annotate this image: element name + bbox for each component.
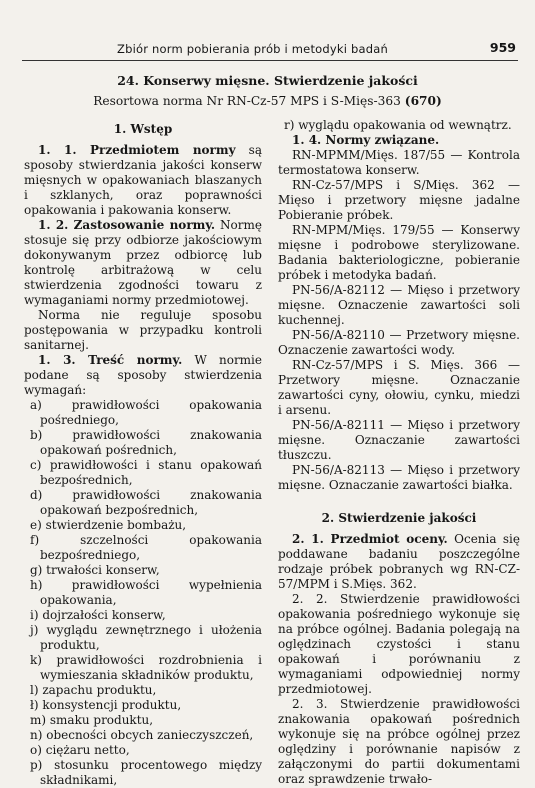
paragraph-1-2-note: Norma nie reguluje sposobu postępowania w przypadku kontroli sanitarnej. xyxy=(24,308,262,352)
paragraph-1-1 xyxy=(24,143,262,218)
list-item: l) zapachu produktu, xyxy=(30,683,157,697)
related-norm: RN-Cz-57/MPS i S/Mięs. 362 — Mięso i przetwory mięsne jadalne Pobieranie próbek. xyxy=(278,178,520,222)
list-item: e) stwierdzenie bombażu, xyxy=(30,518,187,532)
running-header xyxy=(22,40,518,61)
paragraph-2-2: 2. 2. Stwierdzenie prawidłowości opakowania pośredniego wykonuje się na próbce ogólnej. Badania polegają na oględzinach czystości i stanu opakowań i porównaniu z wymaganiami odpowiedniej normy przedmiotowej. xyxy=(278,592,520,696)
list-item: d) prawidłowości znakowania opakowań bezpośrednich, xyxy=(30,488,262,517)
related-norm: RN-Cz-57/MPS i S. Mięs. 366 — Przetwory mięsne. Oznaczanie zawartości cyny, ołowiu, cynku, miedzi i arsenu. xyxy=(278,358,520,417)
list-item: g) trwałości konserw, xyxy=(30,563,160,577)
left-column xyxy=(24,118,262,788)
chapter-title: 24. Konserwy mięsne. Stwierdzenie jakości xyxy=(117,73,418,88)
paragraph-1-1-text: są sposoby stwierdzania jakości konserw mięsnych w opakowaniach blaszanych i szklanych, oraz poprawności opakowania i pakowania konserw. xyxy=(24,143,262,217)
list-item: m) smaku produktu, xyxy=(30,713,154,727)
related-norm: RN-MPMM/Mięs. 187/55 — Kontrola termostatowa konserw. xyxy=(278,148,520,177)
paragraph-2-1-text: Ocenia się poddawane badaniu poszczególne rodzaje próbek pobranych wg RN-CZ-57/MPM i S.Mięs. 362. xyxy=(278,532,521,591)
list-item: a) prawidłowości opakowania pośredniego, xyxy=(30,398,262,427)
list-item: f) szczelności opakowania bezpośredniego, xyxy=(30,533,262,562)
section-1-heading: 1. Wstęp xyxy=(113,122,173,136)
paragraph-2-1 xyxy=(278,532,520,592)
related-norm: RN-MPM/Mięs. 179/55 — Konserwy mięsne i podrobowe sterylizowane. Badania bakteriologiczne, pobieranie próbek i metodyka badań. xyxy=(278,223,520,282)
paragraph-1-3 xyxy=(24,353,262,398)
section-2-heading: 2. Stwierdzenie jakości xyxy=(321,511,477,525)
list-item: o) ciężaru netto, xyxy=(30,743,130,757)
right-column xyxy=(278,118,520,787)
norm-prefix: Resortowa norma Nr RN-Cz-57 MPS i S-Mięs-363 xyxy=(93,94,401,108)
related-norm: PN-56/A-82113 — Mięso i przetwory mięsne. Oznaczanie zawartości białka. xyxy=(278,463,520,492)
list-item: n) obecności obcych zanieczyszczeń, xyxy=(30,728,254,742)
related-norm: PN-56/A-82110 — Przetwory mięsne. Oznaczenie zawartości wody. xyxy=(278,328,520,357)
list-item: k) prawidłowości rozdrobnienia i wymieszania składników produktu, xyxy=(30,653,262,682)
requirements-list-continued xyxy=(278,118,520,133)
list-item: r) wyglądu opakowania od wewnątrz. xyxy=(284,118,512,132)
norm-number: (670) xyxy=(404,94,442,108)
list-item: b) prawidłowości znakowania opakowań pośrednich, xyxy=(30,428,262,457)
paragraph-1-3-label: 1. 3. Treść normy. xyxy=(38,353,183,367)
paragraph-1-2-text: Normę stosuje się przy odbiorze jakościowym dokonywanym przez odbiorcę lub kontrolę arbitrażową w celu stwierdzenia zgodności towaru z wymaganiami normy przedmiotowej. xyxy=(24,218,262,307)
list-item: p) stosunku procentowego między składnikami, xyxy=(30,758,262,787)
list-item: ł) konsystencji produktu, xyxy=(30,698,182,712)
paragraph-1-1-label: 1. 1. Przedmiotem normy xyxy=(38,143,236,157)
running-title: Zbiór norm pobierania prób i metodyki badań xyxy=(117,42,389,56)
list-item: j) wyglądu zewnętrznego i ułożenia produktu, xyxy=(30,623,262,652)
paragraph-1-4-label: 1. 4. Normy związane. xyxy=(292,133,440,147)
list-item: h) prawidłowości wypełnienia opakowania, xyxy=(30,578,262,607)
related-norm: PN-56/A-82112 — Mięso i przetwory mięsne. Oznaczenie zawartości soli kuchennej. xyxy=(278,283,520,327)
norm-designation xyxy=(0,94,535,108)
list-item: c) prawidłowości i stanu opakowań bezpośrednich, xyxy=(30,458,262,487)
list-item: i) dojrzałości konserw, xyxy=(30,608,166,622)
paragraph-2-3: 2. 3. Stwierdzenie prawidłowości znakowania opakowań pośrednich wykonuje się na próbce ogólnej przez oględziny i porównanie napisów z załączonymi do partii dokumentami oraz sprawdzenie trwało- xyxy=(278,697,520,786)
paragraph-1-2 xyxy=(24,218,262,308)
spacer xyxy=(278,493,520,507)
related-norm: PN-56/A-82111 — Mięso i przetwory mięsne. Oznaczanie zawartości tłuszczu. xyxy=(278,418,520,462)
paragraph-2-1-label: 2. 1. Przedmiot oceny. xyxy=(292,532,448,546)
page-number: 959 xyxy=(489,40,516,55)
requirements-list xyxy=(24,398,262,788)
paragraph-1-2-label: 1. 2. Zastosowanie normy. xyxy=(38,218,216,232)
paragraph-1-3-text: W normie podane są sposoby stwierdzenia wymagań: xyxy=(24,353,262,397)
